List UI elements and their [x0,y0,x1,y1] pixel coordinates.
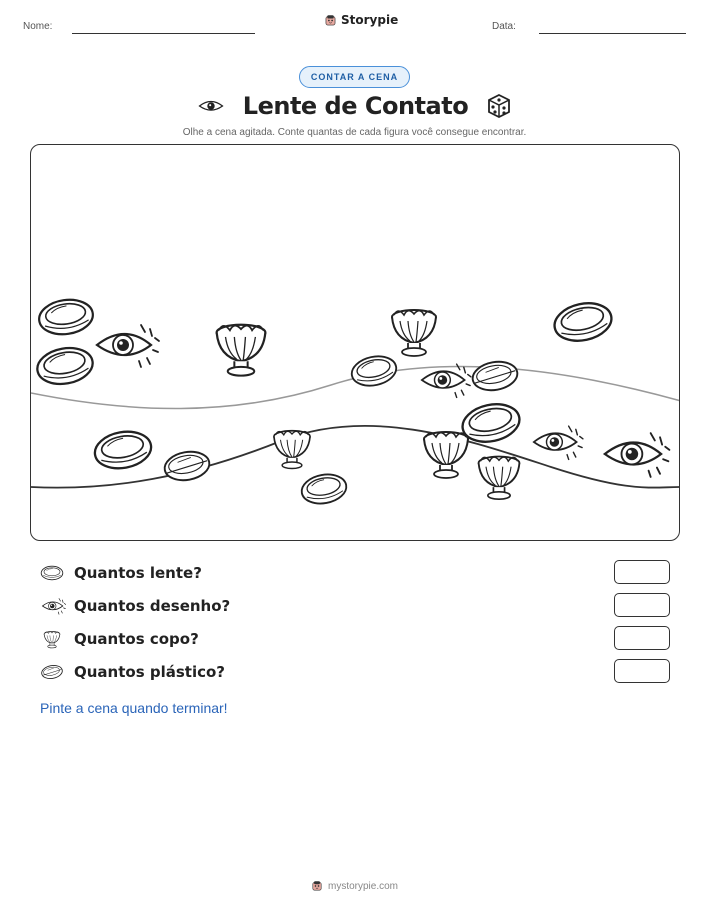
dice-icon [486,93,512,119]
scene-lens [92,427,154,472]
scene-lens [37,296,95,337]
question-row-drawing [40,593,670,619]
scene-eye [534,426,583,459]
site-url[interactable]: mystorypie.com [327,880,398,892]
answer-box-drawing[interactable] [614,593,670,617]
answer-box-lens[interactable] [614,560,670,584]
site-footer [0,880,709,892]
scene-eye [97,325,159,367]
coloring-note: Pinte a cena quando terminar! [40,700,228,716]
page-title: Lente de Contato [242,92,469,120]
plastic-lens-icon [40,663,66,681]
question-text: Quantos plástico? [74,663,225,681]
date-label: Data: [492,21,516,32]
activity-badge: CONTAR A CENA [299,66,410,88]
scene-cup [274,431,310,469]
question-text: Quantos lente? [74,564,202,582]
storypie-mascot-icon [311,880,323,892]
title-row [0,92,709,120]
scene-lens [551,298,615,345]
answer-box-cup[interactable] [614,626,670,650]
question-row-lens [40,560,670,586]
brand-logo [324,13,398,27]
storypie-mascot-icon [324,14,337,27]
question-row-cup [40,626,670,652]
question-text: Quantos copo? [74,630,199,648]
cup-icon [40,630,66,648]
question-text: Quantos desenho? [74,597,231,615]
brand-name: Storypie [341,13,399,27]
scene-lens [34,344,95,388]
counting-scene[interactable] [30,144,680,541]
scene-illustration [31,145,680,541]
scene-cup [479,457,520,500]
name-label: Nome: [23,21,53,32]
answer-box-plastic[interactable] [614,659,670,683]
scene-cup [392,310,436,356]
question-row-plastic [40,659,670,685]
instructions: Olhe a cena agitada. Conte quantas de cada figura você consegue encontrar. [182,127,527,138]
eye-icon [197,96,225,116]
scene-plastic [470,358,519,393]
scene-eye [422,364,471,397]
scene-plastic [162,448,211,483]
name-line[interactable] [72,33,255,34]
scene-eye [605,433,670,477]
lens-icon [40,564,66,582]
scene-lens [299,471,348,507]
scene-cup [217,325,266,376]
date-line[interactable] [539,33,686,34]
eye-drawing-icon [40,597,66,615]
scene-cup [424,432,468,478]
scene-lens [349,352,399,389]
